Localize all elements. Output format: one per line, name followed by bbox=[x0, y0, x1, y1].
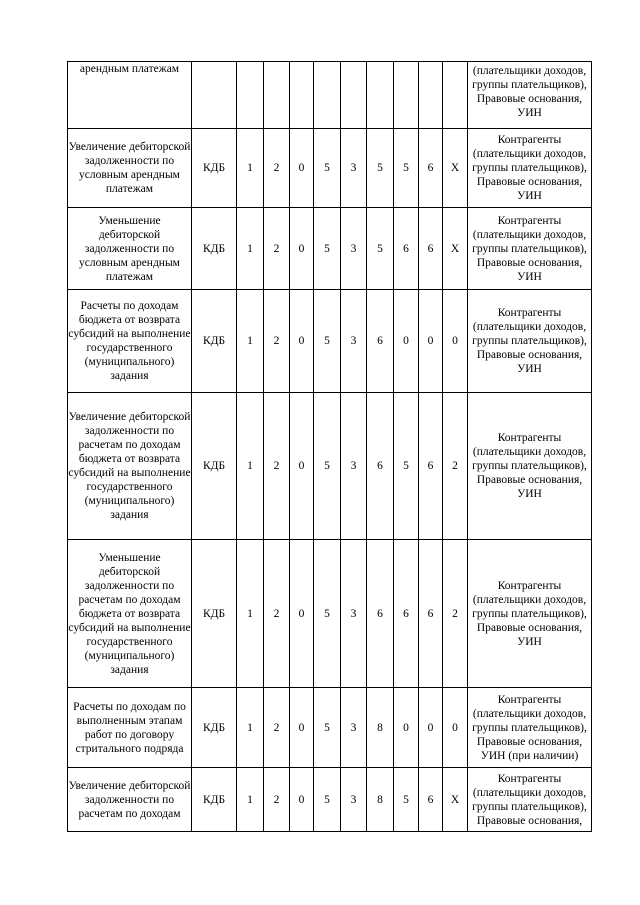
account-digit-9: Х bbox=[443, 208, 468, 290]
account-digit-5: 3 bbox=[341, 688, 367, 768]
budget-class-code: КДБ bbox=[192, 768, 237, 832]
account-digit-5: 3 bbox=[341, 540, 367, 688]
budget-class-code: КДБ bbox=[192, 688, 237, 768]
account-digit-1: 1 bbox=[237, 393, 264, 540]
analytics-cell: Контрагенты (плательщики доходов, группы плательщиков), Правовые основания, УИН bbox=[468, 393, 592, 540]
budget-class-code: КДБ bbox=[192, 540, 237, 688]
account-digit-2: 2 bbox=[264, 393, 290, 540]
account-digit-9: 0 bbox=[443, 290, 468, 393]
account-digit-3: 0 bbox=[290, 208, 314, 290]
account-digit-3: 0 bbox=[290, 688, 314, 768]
account-digit-7: 5 bbox=[394, 129, 419, 208]
table-row bbox=[68, 62, 592, 129]
account-name: Расчеты по доходам по выполненным этапам работ по договору стритального подряда bbox=[68, 688, 192, 768]
account-digit-8: 6 bbox=[419, 540, 443, 688]
account-digit-8: 6 bbox=[419, 393, 443, 540]
account-digit-8: 6 bbox=[419, 208, 443, 290]
account-digit-6: 8 bbox=[367, 768, 394, 832]
account-digit-9: Х bbox=[443, 129, 468, 208]
analytics-cell: Контрагенты (плательщики доходов, группы плательщиков), Правовые основания, УИН (при наличии) bbox=[468, 688, 592, 768]
account-digit-6: 6 bbox=[367, 393, 394, 540]
table-row bbox=[68, 540, 592, 688]
account-digit-1 bbox=[237, 62, 264, 129]
account-digit-2: 2 bbox=[264, 208, 290, 290]
account-digit-9: 2 bbox=[443, 540, 468, 688]
account-digit-2: 2 bbox=[264, 290, 290, 393]
budget-class-code: КДБ bbox=[192, 208, 237, 290]
budget-class-code: КДБ bbox=[192, 290, 237, 393]
account-digit-6: 5 bbox=[367, 208, 394, 290]
account-digit-1: 1 bbox=[237, 688, 264, 768]
account-digit-9 bbox=[443, 62, 468, 129]
account-name: Увеличение дебиторской задолженности по расчетам по доходам бюджета от возврата субсидий на выполнение государственного (муниципального) задания bbox=[68, 393, 192, 540]
account-digit-7: 5 bbox=[394, 393, 419, 540]
analytics-text: (плательщики доходов, группы плательщиков), Правовые основания, УИН bbox=[472, 65, 587, 119]
account-digit-1: 1 bbox=[237, 129, 264, 208]
account-digit-4 bbox=[314, 62, 341, 129]
account-name: Увеличение дебиторской задолженности по условным арендным платежам bbox=[68, 129, 192, 208]
table-row bbox=[68, 688, 592, 768]
analytics-cell: Контрагенты (плательщики доходов, группы плательщиков), Правовые основания, УИН bbox=[468, 129, 592, 208]
table-row bbox=[68, 129, 592, 208]
account-digit-6: 6 bbox=[367, 290, 394, 393]
account-digit-2: 2 bbox=[264, 768, 290, 832]
table-row bbox=[68, 768, 592, 832]
account-name: Увеличение дебиторской задолженности по расчетам по доходам bbox=[68, 768, 192, 832]
account-digit-4: 5 bbox=[314, 129, 341, 208]
account-digit-4: 5 bbox=[314, 768, 341, 832]
account-digit-9: 0 bbox=[443, 688, 468, 768]
analytics-cell: Контрагенты (плательщики доходов, группы плательщиков), Правовые основания, УИН bbox=[468, 290, 592, 393]
account-digit-1: 1 bbox=[237, 290, 264, 393]
table-row bbox=[68, 290, 592, 393]
account-digit-6 bbox=[367, 62, 394, 129]
account-digit-1: 1 bbox=[237, 208, 264, 290]
account-name: Уменьшение дебиторской задолженности по условным арендным платежам bbox=[68, 208, 192, 290]
account-digit-5: 3 bbox=[341, 290, 367, 393]
account-digit-4: 5 bbox=[314, 290, 341, 393]
account-digit-5 bbox=[341, 62, 367, 129]
account-digit-3: 0 bbox=[290, 393, 314, 540]
account-digit-7: 0 bbox=[394, 290, 419, 393]
account-digit-3: 0 bbox=[290, 540, 314, 688]
account-digit-9: 2 bbox=[443, 393, 468, 540]
accounts-table bbox=[67, 61, 592, 832]
account-digit-7: 6 bbox=[394, 540, 419, 688]
account-digit-8: 6 bbox=[419, 768, 443, 832]
account-digit-9: Х bbox=[443, 768, 468, 832]
account-digit-5: 3 bbox=[341, 393, 367, 540]
account-digit-2: 2 bbox=[264, 688, 290, 768]
account-digit-3: 0 bbox=[290, 290, 314, 393]
analytics-cell bbox=[468, 768, 592, 832]
budget-class-code: КДБ bbox=[192, 393, 237, 540]
analytics-text: Контрагенты (плательщики доходов, группы плательщиков), Правовые основания, bbox=[472, 773, 587, 827]
account-digit-7: 0 bbox=[394, 688, 419, 768]
analytics-cell bbox=[468, 62, 592, 129]
account-digit-4: 5 bbox=[314, 208, 341, 290]
account-name: Расчеты по доходам бюджета от возврата субсидий на выполнение государственного (муниципального) задания bbox=[68, 290, 192, 393]
account-digit-4: 5 bbox=[314, 540, 341, 688]
account-digit-8: 6 bbox=[419, 129, 443, 208]
table-row bbox=[68, 208, 592, 290]
account-digit-6: 6 bbox=[367, 540, 394, 688]
account-digit-2: 2 bbox=[264, 540, 290, 688]
budget-class-code bbox=[192, 62, 237, 129]
account-digit-5: 3 bbox=[341, 129, 367, 208]
budget-class-code: КДБ bbox=[192, 129, 237, 208]
account-digit-3: 0 bbox=[290, 129, 314, 208]
account-digit-2: 2 bbox=[264, 129, 290, 208]
account-digit-4: 5 bbox=[314, 688, 341, 768]
account-digit-8: 0 bbox=[419, 688, 443, 768]
account-digit-7: 5 bbox=[394, 768, 419, 832]
account-digit-6: 8 bbox=[367, 688, 394, 768]
account-digit-8: 0 bbox=[419, 290, 443, 393]
account-digit-3: 0 bbox=[290, 768, 314, 832]
account-digit-7 bbox=[394, 62, 419, 129]
analytics-cell: Контрагенты (плательщики доходов, группы плательщиков), Правовые основания, УИН bbox=[468, 208, 592, 290]
account-digit-5: 3 bbox=[341, 768, 367, 832]
account-digit-1: 1 bbox=[237, 540, 264, 688]
account-digit-2 bbox=[264, 62, 290, 129]
account-digit-1: 1 bbox=[237, 768, 264, 832]
table-row bbox=[68, 393, 592, 540]
account-digit-8 bbox=[419, 62, 443, 129]
account-digit-7: 6 bbox=[394, 208, 419, 290]
analytics-cell: Контрагенты (плательщики доходов, группы плательщиков), Правовые основания, УИН bbox=[468, 540, 592, 688]
account-name: Уменьшение дебиторской задолженности по расчетам по доходам бюджета от возврата субсидий на выполнение государственного (муниципального) задания bbox=[68, 540, 192, 688]
account-digit-5: 3 bbox=[341, 208, 367, 290]
account-digit-4: 5 bbox=[314, 393, 341, 540]
account-digit-6: 5 bbox=[367, 129, 394, 208]
account-name: арендным платежам bbox=[68, 62, 192, 129]
account-digit-3 bbox=[290, 62, 314, 129]
